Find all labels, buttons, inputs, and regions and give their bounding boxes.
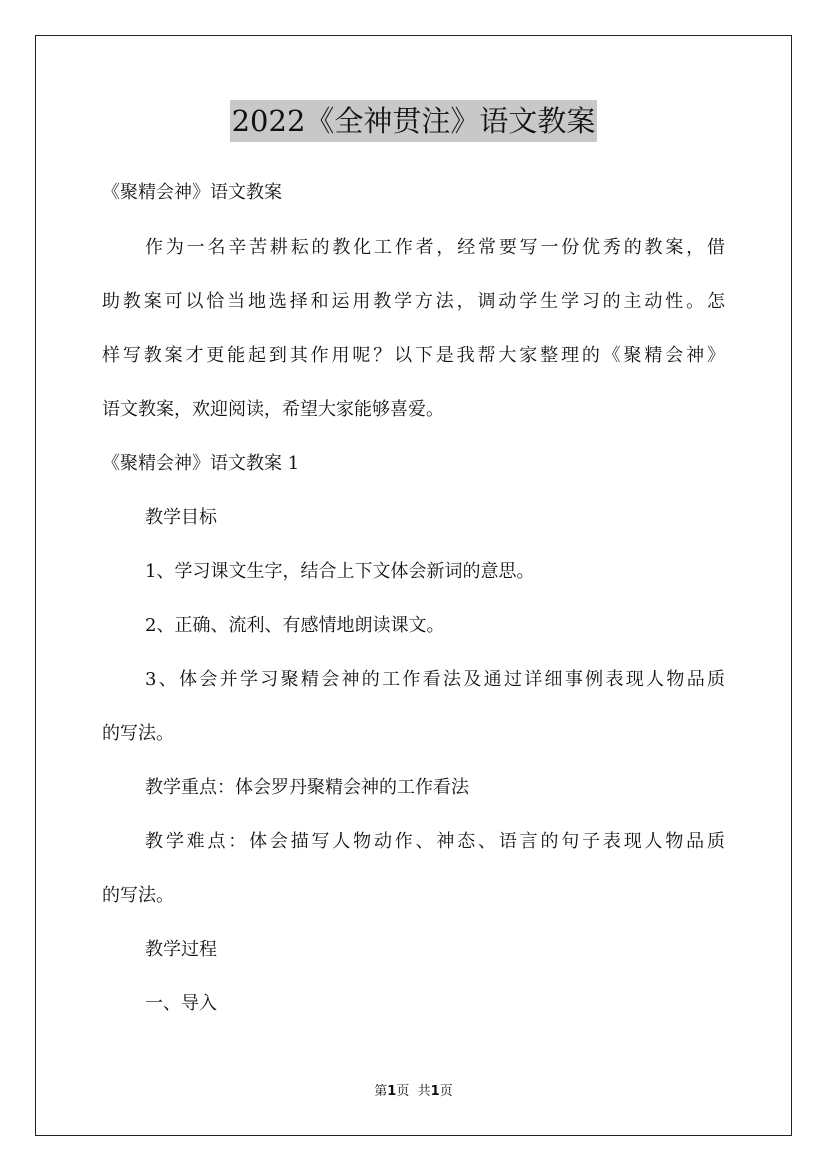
list-item: 2、正确、流利、有感情地朗读课文。 [145, 615, 445, 636]
section-heading: 《聚精会神》语文教案 [102, 182, 282, 203]
footer-total-prefix: 共 [417, 1084, 431, 1099]
difficulty-continuation: 的写法。 [102, 885, 174, 906]
list-item-continuation: 的写法。 [102, 723, 174, 744]
difficulty-line: 教学难点：体会描写人物动作、神态、语言的句子表现人物品质 [145, 831, 725, 852]
title-wrapper [0, 100, 827, 142]
footer-page-label: 页 [396, 1084, 410, 1099]
current-page-number: 1 [387, 1084, 397, 1099]
subheading: 教学过程 [145, 939, 217, 960]
section-heading: 《聚精会神》语文教案 1 [102, 453, 300, 474]
page-footer [0, 1083, 827, 1101]
list-item: 1、学习课文生字，结合上下文体会新词的意思。 [145, 561, 535, 582]
step-heading: 一、导入 [145, 993, 217, 1014]
paragraph-line: 助教案可以恰当地选择和运用教学方法，调动学生学习的主动性。怎 [102, 291, 725, 312]
document-title: 2022《全神贯注》语文教案 [230, 100, 598, 142]
paragraph-line: 语文教案，欢迎阅读，希望大家能够喜爱。 [102, 399, 444, 420]
paragraph-line: 作为一名辛苦耕耘的教化工作者，经常要写一份优秀的教案，借 [145, 237, 725, 258]
footer-prefix: 第 [374, 1084, 388, 1099]
paragraph-line: 样写教案才更能起到其作用呢？以下是我帮大家整理的《聚精会神》 [102, 345, 725, 366]
total-pages-number: 1 [430, 1084, 440, 1099]
list-item: 3、体会并学习聚精会神的工作看法及通过详细事例表现人物品质 [145, 669, 725, 690]
subheading: 教学目标 [145, 507, 217, 528]
footer-total-label: 页 [439, 1084, 453, 1099]
key-point-line: 教学重点：体会罗丹聚精会神的工作看法 [145, 777, 469, 798]
